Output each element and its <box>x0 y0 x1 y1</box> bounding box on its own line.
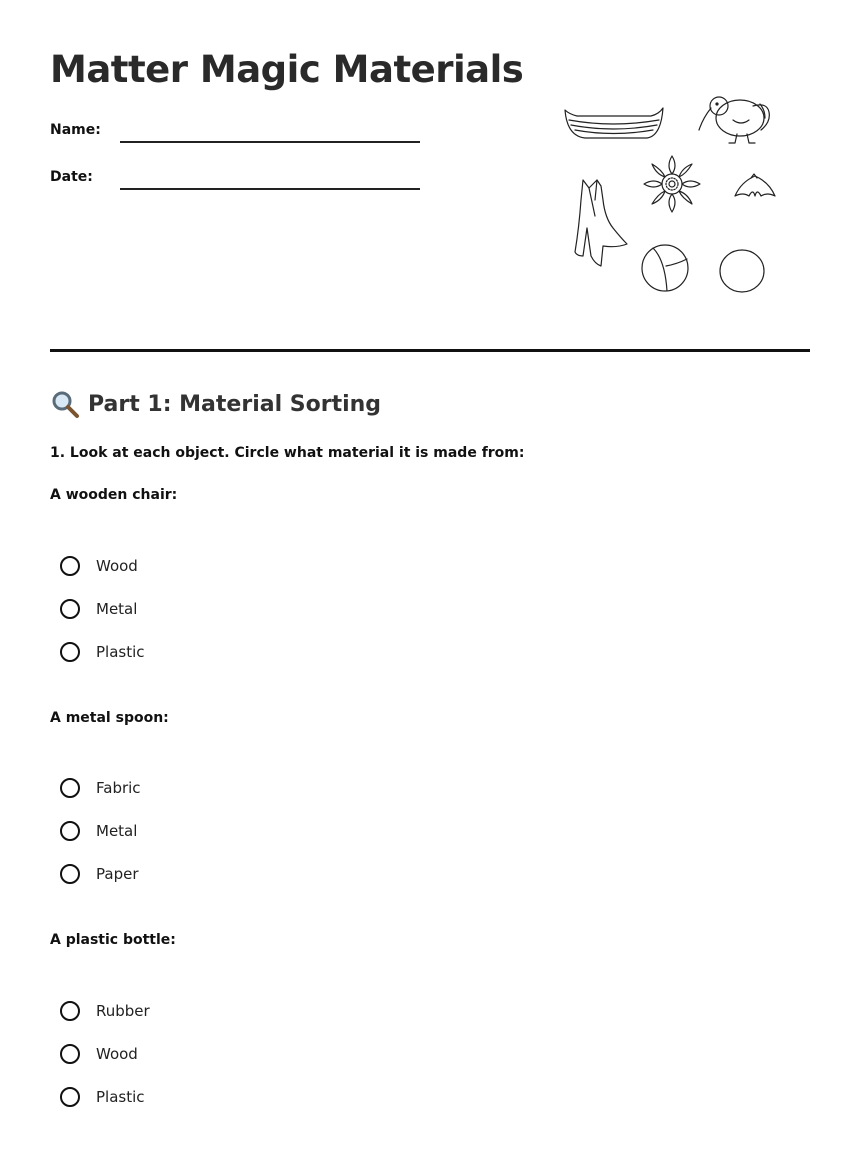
option-paper[interactable] <box>60 862 138 886</box>
sunflower-icon <box>644 156 700 212</box>
part1-heading <box>50 388 381 420</box>
date-blank-line[interactable] <box>120 188 420 190</box>
option-label: Fabric <box>96 779 141 797</box>
name-label: Name: <box>50 122 101 138</box>
date-label: Date: <box>50 169 93 185</box>
option-fabric[interactable] <box>60 776 141 800</box>
radio-circle[interactable] <box>60 821 80 841</box>
option-metal[interactable] <box>60 819 137 843</box>
question-label: A wooden chair: <box>50 487 178 503</box>
option-plastic[interactable] <box>60 1085 145 1109</box>
option-label: Metal <box>96 822 138 840</box>
radio-circle[interactable] <box>60 642 80 662</box>
radio-circle[interactable] <box>60 864 80 884</box>
section-divider <box>50 349 810 352</box>
radio-circle[interactable] <box>60 1087 80 1107</box>
canoe-icon <box>565 108 663 138</box>
kiwi-bird-icon <box>699 97 769 143</box>
scarf-icon <box>575 180 627 266</box>
worksheet-title: Matter Magic Materials <box>50 48 524 91</box>
option-label: Paper <box>96 865 139 883</box>
option-label: Wood <box>96 557 138 575</box>
radio-circle[interactable] <box>60 778 80 798</box>
option-plastic[interactable] <box>60 640 145 664</box>
option-label: Metal <box>96 600 138 618</box>
radio-circle[interactable] <box>60 1044 80 1064</box>
option-label: Wood <box>96 1045 138 1063</box>
part1-heading-text: Part 1: Material Sorting <box>88 391 382 417</box>
option-wood[interactable] <box>60 1042 138 1066</box>
circle-icon <box>720 250 764 292</box>
option-wood[interactable] <box>60 554 138 578</box>
option-label: Plastic <box>96 643 145 661</box>
option-rubber[interactable] <box>60 999 150 1023</box>
name-blank-line[interactable] <box>120 141 420 143</box>
radio-circle[interactable] <box>60 556 80 576</box>
option-label: Plastic <box>96 1088 145 1106</box>
leaf-icon <box>642 245 688 291</box>
question-label: A plastic bottle: <box>50 932 176 948</box>
radio-circle[interactable] <box>60 1001 80 1021</box>
option-label: Rubber <box>96 1002 150 1020</box>
material-illustrations <box>555 88 785 303</box>
option-metal[interactable] <box>60 597 137 621</box>
question-label: A metal spoon: <box>50 710 169 726</box>
question-instruction: 1. Look at each object. Circle what material it is made from: <box>50 445 525 461</box>
radio-circle[interactable] <box>60 599 80 619</box>
bat-icon <box>735 174 775 196</box>
magnifying-glass-icon <box>50 389 80 419</box>
